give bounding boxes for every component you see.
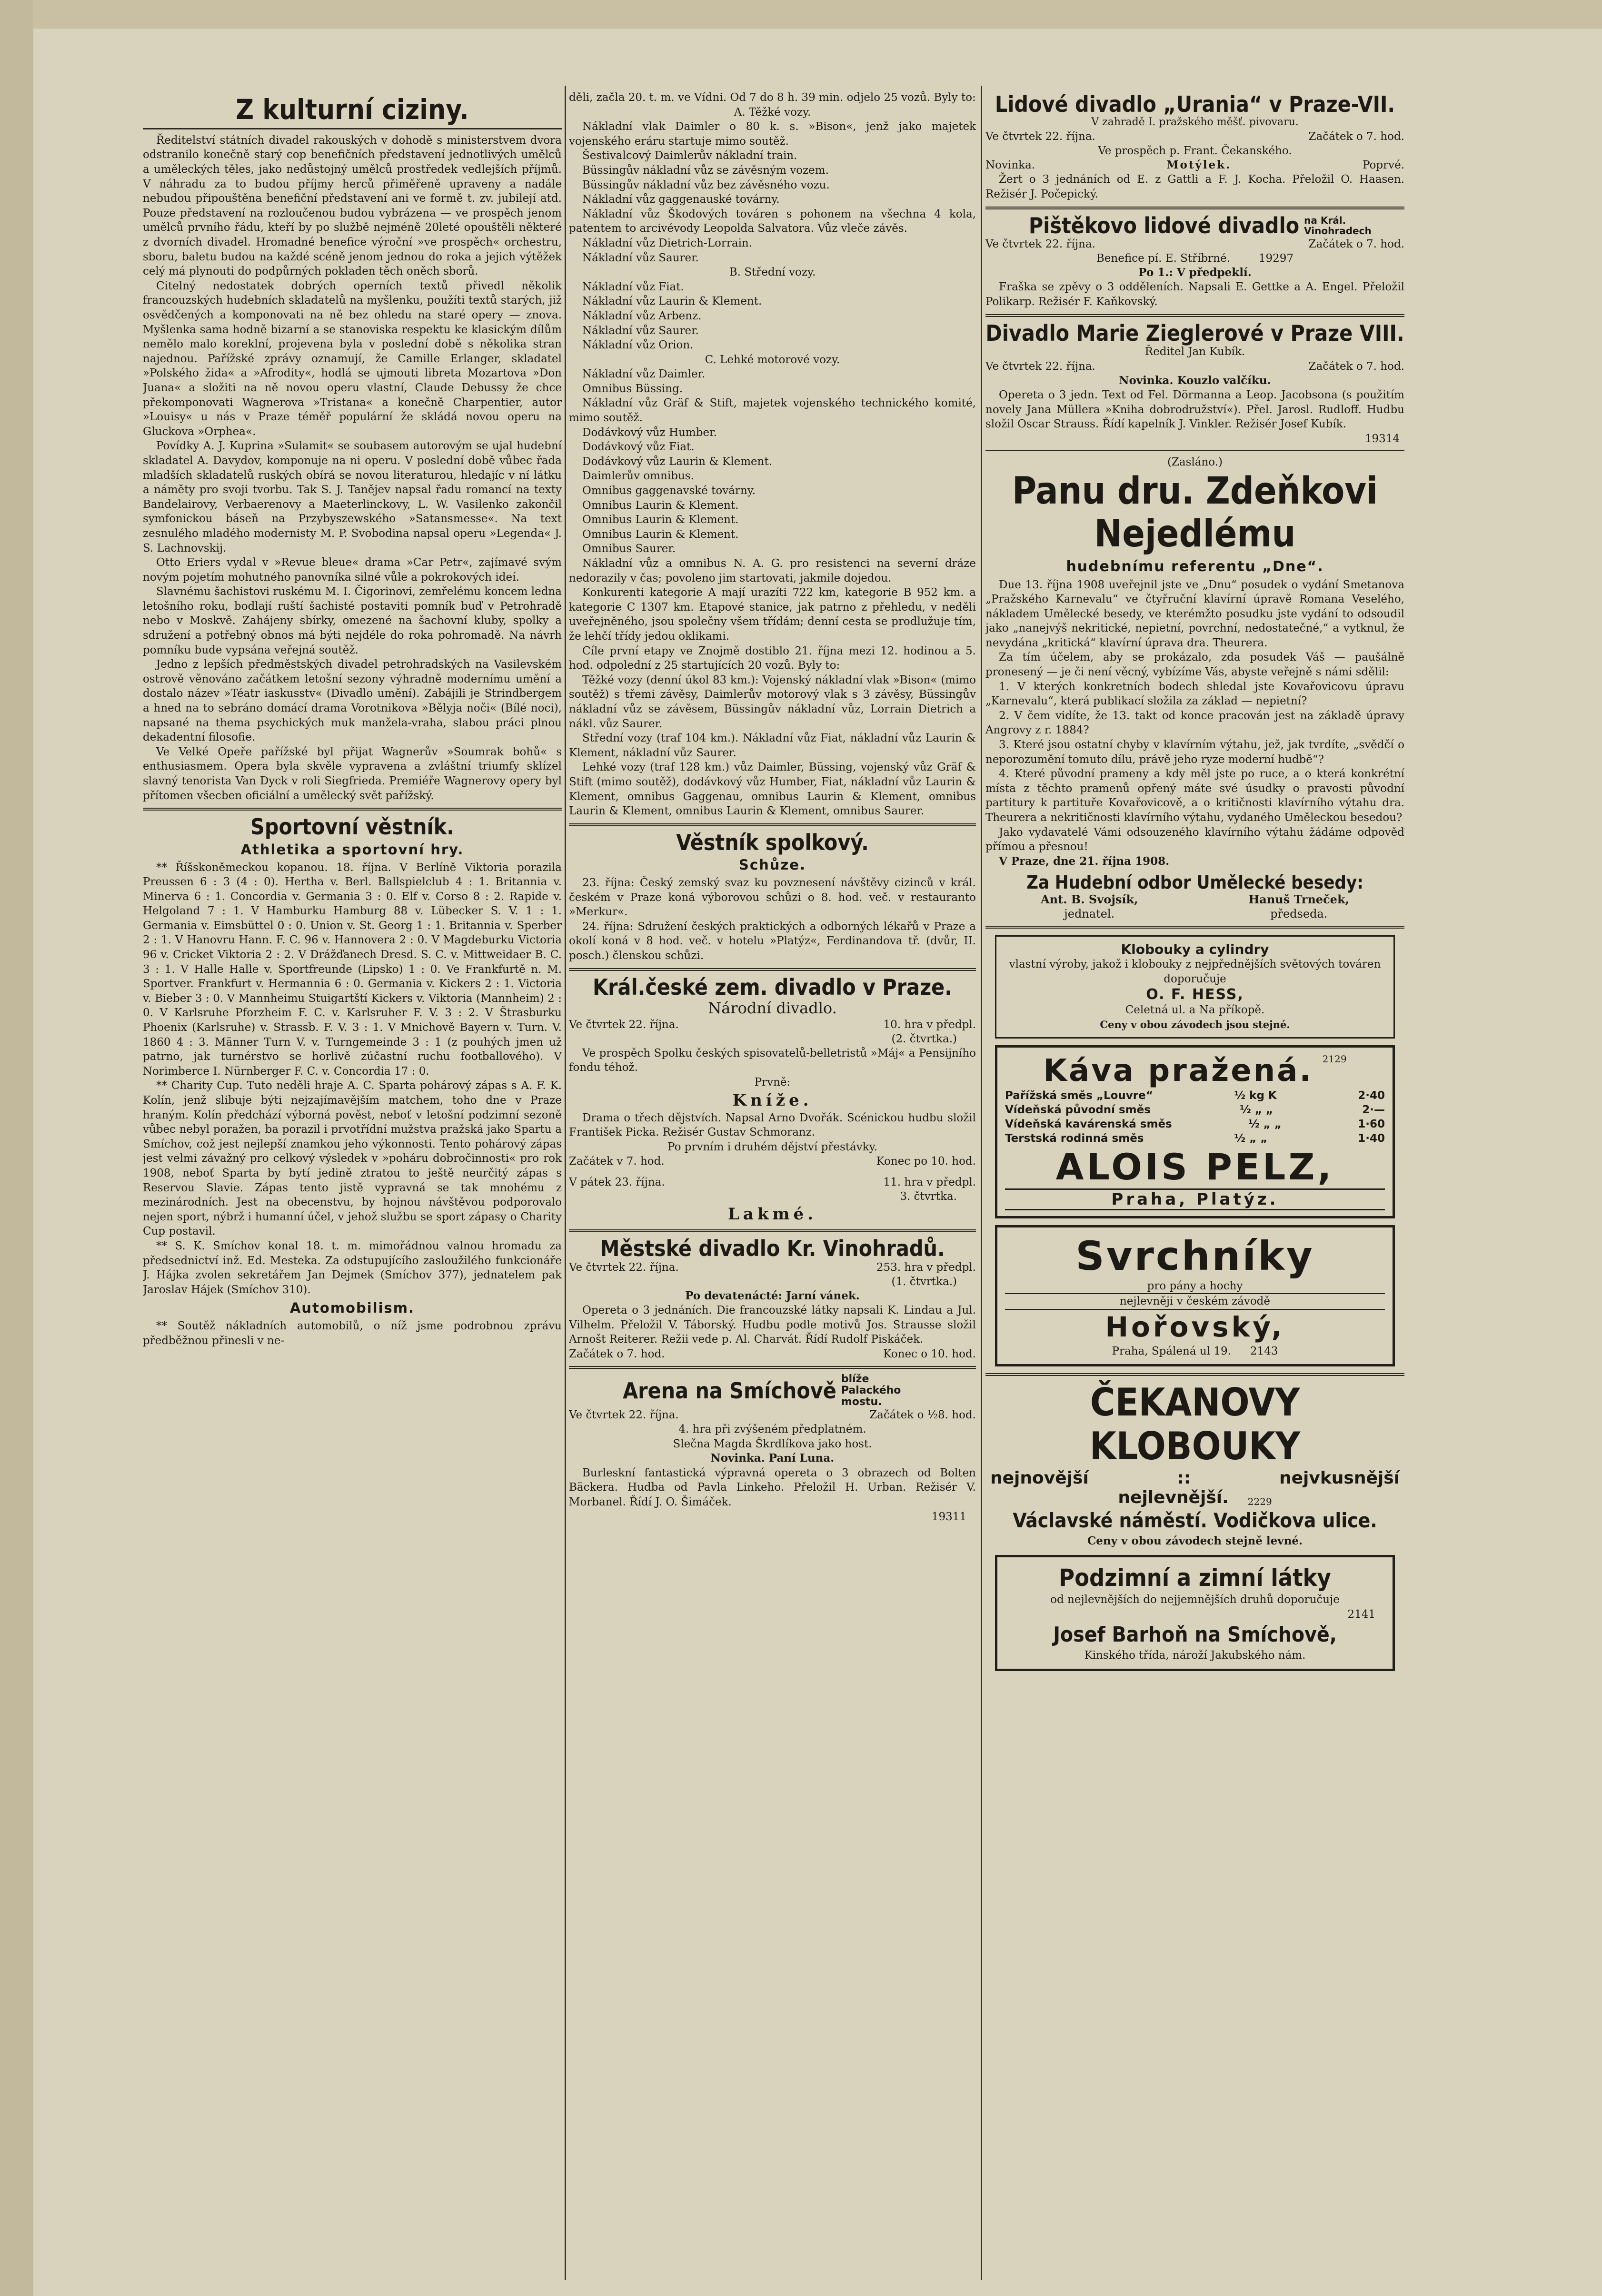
nd-note: Po prvním i druhém dějství přestávky.	[667, 1140, 877, 1153]
open-letter-signatures	[985, 892, 1404, 921]
medium-vehicle-item: Nákladní vůz Laurin & Klement.	[582, 295, 762, 308]
auto-report-paragraph: Střední vozy (traf 104 km.). Nákladní vůz Fiat, nákladní vůz Laurin & Klement, nákladní vůz Saurer.	[569, 732, 976, 759]
signatory-1	[1041, 892, 1138, 921]
arena-start: Začátek o ½8. hod.	[869, 1409, 976, 1422]
vin-row-2	[569, 1275, 976, 1289]
sent-in-label: (Zasláno.)	[1167, 455, 1223, 468]
coffee-unit: ½ „ „	[1234, 1132, 1268, 1145]
divider	[985, 450, 1404, 451]
cekan-cheapest: nejlevnější.	[1118, 1487, 1229, 1507]
ziegler-novelty: Novinka. Kouzlo valčíku.	[1119, 374, 1271, 387]
horovsky-number: 2143	[1250, 1345, 1278, 1357]
pelz-address: Praha, Platýz.	[1005, 1188, 1385, 1210]
cekan-newest: nejnovější	[990, 1468, 1089, 1488]
sports-articles	[143, 861, 562, 1297]
auto-report	[569, 556, 976, 819]
horovsky-sub-1: pro pány a hochy	[1147, 1279, 1243, 1292]
coffee-number: 2129	[1322, 1053, 1347, 1065]
urania-play: Motýlek.	[1166, 158, 1232, 172]
cekan-tasteful: nejvkusnější	[1279, 1468, 1400, 1488]
nd-times	[569, 1154, 976, 1168]
signatory-1-role: jednatel.	[1064, 907, 1115, 921]
light-vehicle-item: Omnibus Laurin & Klement.	[582, 514, 739, 526]
divider	[569, 823, 976, 826]
pistek-description: Fraška se zpěvy o 3 odděleních. Napsali E. Gettke a A. Engel. Přeložil Polikarp. Režisér F. Kaňkovský.	[985, 281, 1404, 308]
coffee-price: 1·60	[1358, 1118, 1385, 1130]
heavy-vehicles-title: A. Těžké vozy.	[734, 106, 811, 119]
vin-times	[569, 1347, 976, 1361]
horovsky-title: Svrchníky	[1075, 1232, 1314, 1279]
light-vehicle-item: Omnibus gaggenavské továrny.	[582, 485, 756, 497]
pistek-title-row	[985, 214, 1404, 237]
cekan-number: 2229	[1247, 1495, 1272, 1507]
arena-number-row	[569, 1510, 976, 1524]
medium-vehicles-list	[569, 280, 976, 353]
nd-start: Začátek v 7. hod.	[569, 1155, 665, 1168]
vinohrady-theatre-title: Městské divadlo Kr. Vinohradů.	[600, 1236, 945, 1262]
vin-start: Začátek o 7. hod.	[569, 1348, 665, 1361]
auto-report-paragraph: Nákladní vůz a omnibus N. A. G. pro resistenci na severní dráze nedorazily v čas; povoleno jim startovati, jakmile dojedou.	[569, 557, 976, 584]
ziegler-title: Divadlo Marie Zieglerové v Praze VIII.	[985, 320, 1404, 346]
open-letter-paragraph: 4. Které původní prameny a kdy měl jste po ruce, a o která konkrétní místa z těchto pramenů opřený máte své úsudky o pravosti původní partitury k partituře Kovařovicově, a o kritičnosti klavírního výtahu dra. Theurera a nekritičnosti klavírního výtahu, vydaného Uměleckou besedou?	[985, 768, 1404, 824]
column-rule	[981, 86, 982, 2280]
hess-name: O. F. HESS,	[1146, 986, 1244, 1003]
ziegler-number-row	[985, 432, 1404, 446]
coffee-name: Pařížská směs „Louvre“	[1005, 1089, 1153, 1102]
arena-date: Ve čtvrtek 22. října.	[569, 1409, 679, 1422]
medium-vehicle-item: Nákladní vůz Saurer.	[582, 324, 699, 337]
medium-vehicle-item: Nákladní vůz Orion.	[582, 339, 694, 352]
nd-premiere: Prvně:	[754, 1076, 791, 1089]
coffee-price-row	[1005, 1089, 1385, 1103]
vin-intro: Po devatenácté: Jarní vánek.	[685, 1289, 860, 1302]
column-middle	[569, 33, 976, 2289]
nd-row-3	[569, 1175, 976, 1189]
divider	[985, 926, 1404, 929]
ziegler-row-1	[985, 359, 1404, 374]
cekan-line-2	[985, 1488, 1404, 1507]
pistek-premiere: Po 1.: V předpeklí.	[1138, 266, 1252, 279]
auto-report-paragraph: Konkurenti kategorie A mají urazíti 722 km, kategorie B 952 km. a kategorie C 1307 km. Etapové stanice, jak patrno z přehledu, v neděli uveřejněného, jsou společny všem třídám; denní cesta se prodlužuje tím, že lehčí třídy jedou oklikami.	[569, 586, 976, 643]
divider	[569, 968, 976, 971]
pistek-date: Ve čtvrtek 22. října.	[985, 238, 1095, 250]
pelz-name: ALOIS PELZ,	[1055, 1145, 1334, 1188]
vin-performance: 253. hra v předpl.	[876, 1261, 976, 1274]
culture-paragraph: Citelný nedostatek dobrých operních textů přivedl několik francouzských hudebních skladatelů na myšlenku, použíti textů starých, již osvědčených a komponovati na ně bez ohledu na staré opery — znova. Myšlenka sama hodně bizarní a se stanoviska respektu ke klasickým dílům nemělo malo koreklní, projevena byla v poslední době s několika stran najednou. Pařížské zprávy oznamují, že Camille Erlanger, skladatel »Polského žida« a »Afrodity«, hodlá se ujmouti libreta Mozartova »Don Juana« a složiti na ně novou operu vlastní, Claude Debussy že chce překomponovati Wagnerova »Tristana« a konečně Charpentier, autor »Louisy« u nás v Praze téměř populární že skládá novou operu na Gluckova »Orphea«.	[143, 279, 562, 438]
light-vehicle-item: Dodávkový vůz Laurin & Klement.	[582, 455, 773, 468]
nd-performance: 10. hra v předpl.	[883, 1018, 976, 1031]
medium-vehicle-item: Nákladní vůz Arbenz.	[582, 309, 702, 322]
meetings-list	[569, 876, 976, 963]
hess-text: vlastní výroby, jakož i klobouky z nejpřednějších světových továren doporučuje	[1009, 958, 1381, 985]
pistek-row-1	[985, 237, 1404, 251]
barhon-advert	[995, 1555, 1395, 1671]
hess-note: Ceny v obou závodech jsou stejné.	[1100, 1019, 1290, 1031]
medium-vehicle-item: Nákladní vůz Fiat.	[582, 280, 684, 293]
culture-paragraph: Ve Velké Opeře pařížské byl přijat Wagnerův »Soumrak bohů« s enthusiasmem. Opera byla skvěle vypravena a zvláštní triumfy sklízel slavný tenorista Van Dyck v roli Siegfrieda. Premiéře Wagnerovy opery byl přítomen všecben oficiální a umělecký svět pařížský.	[143, 745, 562, 802]
heavy-vehicle-item: Nákladní vůz gaggenauské továrny.	[582, 193, 780, 206]
barhon-number-row	[1005, 1607, 1385, 1622]
arena-number: 19311	[931, 1510, 966, 1523]
light-vehicle-item: Dodávkový vůz Humber.	[582, 426, 717, 439]
coffee-price: 1·40	[1358, 1132, 1385, 1145]
pistek-number: 19297	[1258, 252, 1294, 265]
barhon-name: Josef Barhoň na Smíchově,	[1053, 1623, 1337, 1647]
ziegler-date: Ve čtvrtek 22. října.	[985, 360, 1095, 373]
urania-date: Ve čtvrtek 22. října.	[985, 130, 1095, 143]
urania-title: Lidové divadlo „Urania“ v Praze-VII.	[995, 91, 1395, 117]
light-vehicle-item: Omnibus Laurin & Klement.	[582, 499, 739, 512]
light-vehicle-item: Omnibus Büssing.	[582, 382, 683, 395]
divider	[143, 808, 562, 811]
nd-date-2: V pátek 23. října.	[569, 1176, 665, 1189]
barhon-address: Kinského třída, nároží Jakubského nám.	[1084, 1649, 1306, 1662]
barhon-number: 2141	[1347, 1608, 1375, 1621]
heavy-vehicle-item: Šestivalcový Daimlerův nákladní train.	[582, 149, 797, 162]
arena-row-1	[569, 1408, 976, 1422]
urania-start: Začátek o 7. hod.	[1308, 130, 1404, 143]
nd-benefit: Ve prospěch Spolku českých spisovatelů-belletristů »Máj« a Pensijního fondu téhož.	[569, 1047, 976, 1074]
coffee-title: Káva pražená.	[1043, 1053, 1313, 1089]
nd-play-title-2: Lakmé.	[728, 1205, 817, 1224]
urania-row-1	[985, 129, 1404, 144]
horovsky-sub-2: nejlevněji v českém závodě	[1005, 1293, 1385, 1310]
open-letter-paragraph: Za tím účelem, aby se prokázalo, zda posudek Váš — paušálně pronesený — je či není věcný, vybízíme Vás, abyste veřejně s námi sdělil:	[985, 651, 1404, 679]
arena-novelty: Novinka. Paní Luna.	[710, 1452, 835, 1465]
sports-paragraph: ** Říšskoněmeckou kopanou. 18. října. V Berlíně Viktoria porazila Preussen 6 : 3 (4 : 0). Hertha v. Berl. Ballspielclub 4 : 1. Britannia v. Minerva 6 : 1. Concordia v. Germania 3 : 0. Elf v. Corso 8 : 2. Rapide v. Helgoland 7 : 1. V Hamburku Hamburg 88 v. Lübecker S. V. 1 : 1. Germania v. Eimsbüttel 0 : 0. Union v. St. Georg 1 : 1. Britannia v. Sperber 2 : 1. V Hanovru Hann. F. C. 96 v. Hannovera 2 : 0. V Magdeburku Victoria 96 v. Cricket Viktoria 2 : 2. V Drážďanech Dresd. S. C. v. Mittweidaer B. C. 3 : 1. V Halle Halle v. Sportfreunde (Lipsko) 1 : 0. Ve Frankfurtě n. M. Sportver. Frankfurt v. Hermannia 6 : 0. Germania v. Kickers 2 : 1. Victoria v. Bieber 3 : 0. V Mannheimu Stuigartští Kickers v. Viktoria (Mannheim) 2 : 0. V Karlsruhe Pforzheim F. C. v. Karlsruher F. V. 3 : 2. V Štrasburku Phoenix (Karlsruhe) v. Strassb. F. V. 3 : 1. V Mnichově Bayern v. Turn. V. 1860 4 : 3. Männer Turn V. v. Turngemeinde 3 : 1 (z pouhých jmen už patrno, jak turnérstvo se horlivě zúčastní ruchu footballového). V Norimberce I. Nürnberger F. C. v. Concordia 17 : 0.	[143, 861, 562, 1078]
heavy-intro: Nákladní vlak Daimler o 80 k. s. »Bison«, jenž jako majetek vojenského eráru startuje mimo soutěž.	[569, 120, 976, 148]
open-letter-paragraph: Jako vydavatelé Vámi odsouzeného klavírního výtahu žádáme odpověď přímou a přesnou!	[985, 826, 1404, 853]
vin-description: Opereta o 3 jednáních. Die francouzské látky napsali K. Lindau a Jul. Vilhelm. Přeložil V. Táborský. Hudbu podle motivů Jos. Strausse složil Arnošt Reiterer. Režii vede p. Al. Charvát. Řídí Rudolf Piskáček.	[569, 1304, 976, 1346]
nd-row-2	[569, 1032, 976, 1046]
open-letter-paragraph: 2. V čem vidíte, že 13. takt od konce pracován jest na základě úpravy Angrovy z r. 1884?	[985, 709, 1404, 737]
divider	[985, 314, 1404, 317]
heavy-vehicle-item: Nákladní vůz Dietrich-Lorrain.	[582, 237, 753, 249]
urania-subtitle: V zahradě I. pražského měšť. pivovaru.	[1091, 116, 1299, 129]
coffee-title-row	[1005, 1053, 1385, 1089]
coffee-unit: ½ „ „	[1248, 1118, 1282, 1130]
pistek-title: Pištěkovo lidové divadlo	[1028, 212, 1300, 238]
coffee-price: 2·40	[1358, 1089, 1385, 1102]
horovsky-address: Praha, Spálená ul 19.	[1112, 1345, 1231, 1357]
association-title: Věstník spolkový.	[676, 829, 869, 855]
urania-novelty: Novinka.	[985, 159, 1035, 172]
urania-benefit: Ve prospěch p. Frant. Čekanského.	[1098, 144, 1292, 157]
hess-advert	[995, 935, 1395, 1038]
signatory-2	[1249, 892, 1349, 921]
cekan-line-1: nejnovější :: nejvkusnější	[990, 1468, 1400, 1488]
ziegler-director: Ředitel Jan Kubík.	[1144, 345, 1245, 358]
heavy-vehicles-list	[569, 148, 976, 265]
signatory-1-name: Ant. B. Svojsík,	[1041, 892, 1138, 907]
signatory-2-name: Hanuš Trneček,	[1248, 892, 1349, 907]
light-vehicle-item: Daimlerův omnibus.	[582, 470, 694, 483]
culture-articles	[143, 133, 562, 803]
auto-report-paragraph: Cíle první etapy ve Znojmě dostiblo 21. října mezi 12. hodinou a 5. hod. odpolední z 25 startujících 20 vozů. Byly to:	[569, 644, 976, 672]
coffee-price-list	[1005, 1089, 1385, 1146]
national-theatre-title: Král.české zem. divadlo v Praze.	[593, 974, 952, 1000]
coffee-name: Vídeňská původní směs	[1005, 1103, 1151, 1116]
horovsky-address-row	[1005, 1344, 1385, 1358]
auto-report-paragraph: Těžké vozy (denní úkol 83 km.): Vojenský nákladní vlak »Bison« (mimo soutěž) s třemi závěsy, Daimlerův motorový vlak s 3 závěsy, Büssingův nákladní vůz se závěsem, Büssingův nákladní vůz, Lorrain Dietrich a nákl. vůz Saurer.	[569, 673, 976, 730]
arena-description: Burleskní fantastická výpravná opereta o 3 obrazech od Bolten Bäckera. Hudba od Pavla Linkeho. Přeložil H. Urban. Režisér V. Morbanel. Řídí J. O. Šimáček.	[569, 1466, 976, 1509]
light-vehicles-title: C. Lehké motorové vozy.	[705, 353, 840, 366]
divider	[985, 1373, 1404, 1376]
nd-series: (2. čtvrtka.)	[891, 1032, 957, 1045]
horovsky-advert	[995, 1225, 1395, 1366]
divider	[569, 1366, 976, 1369]
vin-row-1	[569, 1260, 976, 1275]
nd-description: Drama o třech dějstvích. Napsal Arno Dvořák. Scénickou hudbu složil František Picka. Režisér Gustav Schmoranz.	[569, 1111, 976, 1139]
meeting-item: 24. října: Sdružení českých praktických a odborných lékařů v Praze a okolí koná v 8 hod. več. v hotelu »Platýz«, Ferdinandova tř. (dvůr, II. posch.) členskou schůzi.	[569, 920, 976, 962]
divider	[569, 1229, 976, 1232]
culture-paragraph: Otto Eriers vydal v »Revue bleue« drama »Car Petr«, zajímavé svým novým pojetím mohutného panovníka silné vůle a pokrokových ideí.	[143, 556, 562, 584]
auto-paragraph: ** Soutěž nákladních automobilů, o níž jsme podrobnou zprávu předběžnou přinesli v ne-	[143, 1320, 562, 1347]
nd-row-1	[569, 1018, 976, 1032]
barhon-title: Podzimní a zimní látky	[1059, 1564, 1331, 1592]
national-theatre-subtitle: Národní divadlo.	[708, 999, 837, 1017]
open-letter-subtitle: hudebnímu referentu „Dne“.	[1066, 558, 1324, 575]
light-vehicles-list	[569, 367, 976, 556]
nd-date: Ve čtvrtek 22. října.	[569, 1018, 679, 1031]
coffee-name: Terstská rodinná směs	[1005, 1132, 1144, 1145]
vin-series: (1. čtvrtka.)	[891, 1275, 957, 1288]
coffee-advert	[995, 1045, 1395, 1218]
column-rule	[565, 86, 566, 2280]
heavy-vehicle-item: Nákladní vůz Saurer.	[582, 251, 699, 264]
heavy-vehicle-item: Büssingův nákladní vůz se závěsným vozem.	[582, 164, 829, 177]
ziegler-start: Začátek o 7. hod.	[1308, 360, 1404, 373]
urania-first: Poprvé.	[1362, 159, 1404, 172]
coffee-price-row	[1005, 1103, 1385, 1117]
cekan-address: Václavské náměstí. Vodičkova ulice.	[1013, 1508, 1377, 1532]
light-vehicle-item: Omnibus Laurin & Klement.	[582, 528, 739, 541]
hess-title: Klobouky a cylindry	[1121, 941, 1269, 958]
open-letter-signature-title: Za Hudební odbor Umělecké besedy:	[1026, 872, 1363, 893]
athletics-title: Athletika a sportovní hry.	[240, 841, 464, 858]
arena-title: Arena na Smíchově	[623, 1377, 836, 1404]
vin-end: Konec o 10. hod.	[883, 1348, 976, 1361]
arena-guest: Slečna Magda Škrdlíkova jako host.	[673, 1437, 872, 1450]
divider	[143, 128, 562, 129]
meeting-item: 23. října: Český zemský svaz ku povznesení návštěvy cizinců v král. českém v Praze koná výborovou schůzi o 8. hod. več. v restauranto »Merkur«.	[569, 876, 976, 919]
medium-vehicles-title: B. Střední vozy.	[729, 266, 816, 279]
open-letter-body	[985, 578, 1404, 854]
coffee-name: Vídeňská kavárenská směs	[1005, 1118, 1172, 1130]
arena-title-note: blíže Palackého mostu.	[841, 1373, 901, 1408]
nd-play-title: Kníže.	[732, 1090, 813, 1110]
auto-continued: děli, začla 20. t. m. ve Vídni. Od 7 do 8 h. 39 min. odjelo 25 vozů. Byly to:	[569, 91, 976, 104]
nd-series-2: 3. čtvrtka.	[900, 1190, 957, 1203]
page-top-margin	[0, 0, 1602, 29]
pistek-start: Začátek o 7. hod.	[1308, 238, 1404, 250]
pistek-row-2	[985, 251, 1404, 266]
light-vehicle-item: Omnibus Saurer.	[582, 543, 676, 555]
ziegler-description: Opereta o 3 jedn. Text od Fel. Dörmanna a Leop. Jacobsona (s použitím novely Jana Müllera »Kniha dobrodružství«). Přel. Jarosl. Rudloff. Hudbu složil Oscar Strauss. Řídí kapelník J. Vinkler. Režisér Josef Kubík.	[985, 389, 1404, 431]
sports-paragraph: ** S. K. Smíchov konal 18. t. m. mimořádnou valnou hromadu za předsednictví inž. Ed. Mesteka. Za odstupujícího zasloužilého funkcionáře J. Hájka zvolen sekretářem Jan Dejmek (Smíchov 377), jednatelem pak Jaroslav Hájek (Smíchov 310).	[143, 1239, 562, 1296]
light-vehicle-item: Nákladní vůz Daimler.	[582, 368, 706, 381]
light-vehicle-item: Dodávkový vůz Fiat.	[582, 441, 695, 454]
culture-paragraph: Jedno z lepších předměstských divadel petrohradských na Vasilevském ostrově věnováno začátkem letošní sezony výhradně modernímu umění a dostalo název »Téatr iaskusstv« (Divadlo umění). Zabájili je Strindbergem a hned na to sebráno domácí drama Vorotnikova »Bělyja noči« (Bílé noci), napsané na thema psychických muk manžela-vraha, slabou práci plnou dekadentní filosofie.	[143, 658, 562, 744]
light-vehicle-item: Nákladní vůz Gräf & Stift, majetek vojenského technického komité, mimo soutěž.	[569, 397, 976, 425]
pistek-benefit: Benefice pí. E. Stříbrné.	[1096, 252, 1230, 265]
arena-performance: 4. hra při zvýšeném předplatném.	[678, 1423, 866, 1436]
nd-end: Konec po 10. hod.	[876, 1155, 976, 1168]
divider	[985, 207, 1404, 209]
ziegler-number: 19314	[1364, 432, 1400, 445]
culture-paragraph: Povídky A. J. Kuprina »Sulamit« se soubasem autorovým se ujal hudební skladatel A. Davydov, komponuje na ni operu. V poslední době vůbec řada mladších skladatelů ruských obírá se novou literaturou, hledajíc v ní látku a náměty pro svoji tvorbu. Tak S. J. Tanějev napsal řadu romancí na texty Bandelairovy, Verbaerenovy a Maeterlinckovy, L. W. Vasilenko zakončil symfonickou báseň na Przybyszewského »Satansmesse«. Na text zesnulého mladého modernisty M. P. Svobodina napsal operu »Legenda« J. S. Lachnovskij.	[143, 440, 562, 554]
sports-title: Sportovní věstník.	[250, 814, 454, 840]
open-letter-paragraph: 1. V kterých konkretních bodech shledal jste Kovařovicovu úpravu „Karnevalu“, která publikací složila za základ — nepietní?	[985, 680, 1404, 708]
coffee-unit: ½ „ „	[1240, 1103, 1274, 1116]
arena-title-row	[569, 1374, 976, 1408]
barhon-text: od nejlevnějších do nejjemnějších druhů doporučuje	[1050, 1593, 1340, 1606]
coffee-price: 2·—	[1362, 1103, 1385, 1116]
nd-row-4	[569, 1189, 976, 1204]
auto-title: Automobilism.	[289, 1300, 415, 1316]
hess-address: Celetná ul. a Na příkopě.	[1125, 1004, 1265, 1017]
coffee-price-row	[1005, 1131, 1385, 1146]
open-letter-paragraph: 3. Které jsou ostatní chyby v klavírním výtahu, jež, jak tvrdíte, „svědčí o neporozumění tomuto dílu, právě jeho ryze moderní hudbě“?	[985, 739, 1404, 766]
coffee-unit: ½ kg K	[1234, 1089, 1277, 1102]
nd-performance-2: 11. hra v předpl.	[883, 1176, 976, 1189]
heavy-vehicle-item: Büssingův nákladní vůz bez závěsného vozu.	[582, 178, 830, 191]
pistek-title-note: na Král. Vinohradech	[1304, 214, 1372, 237]
cekan-note: Ceny v obou závodech stejně levné.	[1087, 1534, 1303, 1547]
culture-title: Z kulturní ciziny.	[236, 93, 469, 126]
open-letter-date: V Praze, dne 21. října 1908.	[999, 854, 1170, 868]
culture-paragraph: Slavnému šachistovi ruskému M. I. Čigorinovi, zemřelému koncem ledna letošního roku, bodlají ruští šachisté postaviti pomník buď v Petrohradě nebo v Moskvě. Zahájeny sbírky, omezené na šachovní kluby, spolky a sdružení a potřebný obnos má býti nejdéle do roka pohromadě. Na návrh pomníku bude vypsána veřejná soutěž.	[143, 585, 562, 656]
signatory-2-role: předseda.	[1270, 907, 1328, 921]
urania-row-2	[985, 158, 1404, 172]
cekan-title: ČEKANOVY KLOBOUKY	[1089, 1380, 1301, 1468]
meetings-title: Schůze.	[739, 856, 806, 873]
urania-description: Žert o 3 jednáních od E. z Gattli a F. J. Kocha. Přeložil O. Haasen. Režisér J. Počepický.	[985, 173, 1404, 200]
heavy-vehicle-item: Nákladní vůz Škodových továren s pohonem na všechna 4 kola, patentem to arcivévody Leopolda Salvatora. Vůz vleče závěs.	[569, 208, 976, 235]
sports-paragraph: ** Charity Cup. Tuto neděli hraje A. C. Sparta pohárový zápas s A. F. K. Kolín, jenž slibuje býti nejzajímavějším matchem, toho dne v Praze hraným. Kolín předchází výborná pověst, neboť v letošní podzimní sezoně vůbec nebyl poražen, ba porazil i prvotřídní mužstva pražská jako Spartu a Smíchov, což jest nejlepší znamkou jeho výkonnosti. Tento pohárový zápas jest velmi závažný pro celkový výsledek v »poháru dobročinnosti« pro rok 1908, neboť Sparta by bytí jedině ztratou to ještě neurčitý zápas s Reservou Slavie. Zápas tento jistě vypravná se tak mnohému z mezinárodních. Jest na obecenstvu, by hojnou návštěvou podporovalo nejen sport, nýbrž i humanní účel, v jehož službu se sport zápasy o Charity Cup postavil.	[143, 1079, 562, 1238]
auto-report-paragraph: Lehké vozy (traf 128 km.) vůz Daimler, Büssing, vojenský vůz Gräf & Stift (mimo soutěž), dodávkový vůz Humber, Fiat, nákladní vůz Laurin & Klement, omnibus Gaggenau, omnibus Laurin & Klement, omnibus Laurin & Klement, omnibus Laurin & Klement, omnibus Saurer.	[569, 761, 976, 818]
horovsky-name: Hořovský,	[1105, 1310, 1285, 1343]
vin-date: Ve čtvrtek 22. října.	[569, 1261, 679, 1274]
culture-paragraph: Ředitelství státních divadel rakouských v dohodě s ministerstvem dvora odstranilo konečně starý cop benefičních představení jednotlivých umělců a uměleckých těles, jako nedůstojný umělců prostředek vedlejších příjmů. V náhradu za to budou příjmy herců přiměřeně upraveny a nadále nebudou připouštěna benefiční představení ani ve formě t. zv. jubilejí atd. Pouze představení na rozloučenou budou vybrázena — ve prospěch jenom umělců prvního řádu, kteří by po službě nejméně 20leté opouštěli některé z dvorních divadel. Hromadné benefice výroční »ve prospěch« orchestru, sboru, baletu budou na každé scéně jenom jednou do roka a jejich výtěžek celý má plynouti do podpůrných pokladen těch oněch sborů.	[143, 134, 562, 278]
page-left-margin	[0, 0, 33, 2296]
cekan-advert	[985, 1381, 1404, 1549]
open-letter-paragraph: Due 13. října 1908 uveřejnil jste ve „Dnu“ posudek o vydání Smetanova „Pražského Karnevalu“ ve čtyřruční klavírní úpravě Romana Veselého, nákladem Umělecké besedy, ve kterémžto posudku jste vydání to odsoudil jako „nanejvýš nekritické, nepietní, povrchní, nedostatečné,“ a vytknul, že nevydána „kritická“ klavírní úprava dra. Theurera.	[985, 578, 1404, 649]
open-letter-title: Panu dru. Zdeňkovi Nejedlému	[1012, 469, 1378, 555]
column-left	[143, 33, 562, 2289]
coffee-price-row	[1005, 1117, 1385, 1131]
column-right	[985, 33, 1404, 2289]
